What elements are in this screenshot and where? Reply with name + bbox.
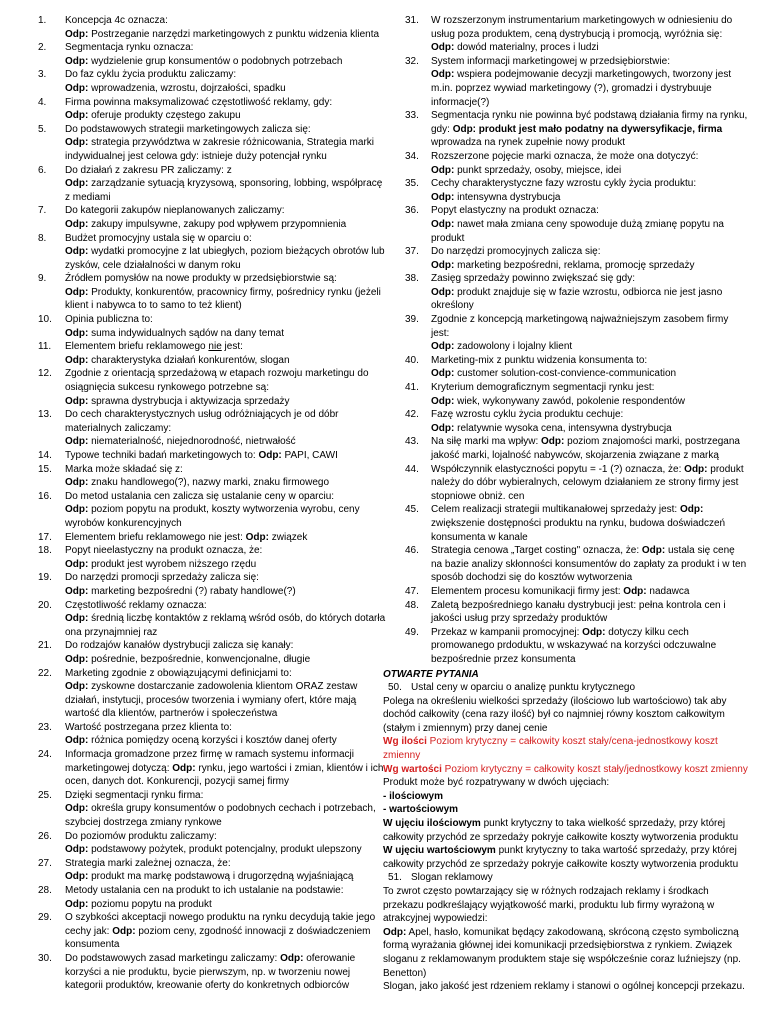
question-text: Zasięg sprzedaży powinno zwiększać się gdy: [431, 273, 635, 285]
question-50 [383, 681, 748, 695]
answer-paragraph: Produkt może być rozpatrywany w dwóch ujęciach: [383, 777, 610, 789]
question-text-underlined: nie [208, 341, 222, 353]
question-item [38, 639, 388, 666]
question-number: 29. [38, 912, 52, 924]
term: W ujęciu ilościowym [383, 818, 481, 830]
question-item [383, 544, 748, 585]
question-item [38, 367, 388, 408]
question-text: Do narzędzi promocji sprzedaży zalicza się: [65, 572, 259, 584]
answer-text: intensywna dystrybucja [457, 191, 561, 203]
answer-paragraph: Slogan, jako jakość jest rdzeniem reklamy i stanowi o ogólnej koncepcji przekazu. [383, 981, 745, 993]
question-text: Segmentacja rynku nie powinna być podstawą działania firmy na rynku, gdy: [431, 110, 748, 135]
answer-label: Odp: [623, 585, 647, 597]
answer-label: Odp: [65, 504, 89, 516]
question-text: Do działań z zakresu PR zaliczamy: z [65, 164, 232, 176]
answer-text: poziom popytu na produkt, koszty wytworzenia wyrobu, ceny wyrobów konkurencyjnych [65, 504, 360, 529]
question-item [383, 150, 748, 177]
answer-text: marketing bezpośredni (?) rabaty handlowe(?) [91, 585, 296, 597]
question-number: 45. [405, 504, 419, 516]
question-item [38, 463, 388, 490]
question-item [38, 667, 388, 721]
question-text: Elementem procesu komunikacji firmy jest: [431, 585, 624, 597]
answer-text: sprawna dystrybucja i aktywizacja sprzedaży [91, 395, 290, 407]
question-number: 20. [38, 599, 52, 611]
question-text: Metody ustalania cen na produkt to ich ustalanie na podstawie: [65, 885, 344, 896]
question-number: 41. [405, 382, 419, 394]
question-item [38, 272, 388, 313]
question-text: Źródłem pomysłów na nowe produkty w przedsiębiorstwie są: [65, 273, 337, 285]
right-questions [383, 14, 748, 667]
formula-quantity [383, 735, 748, 762]
answer-text: poziomu popytu na produkt [91, 898, 212, 910]
question-text: Kryterium demograficznym segmentacji rynku jest: [431, 382, 655, 394]
answer-text: średnią liczbę kontaktów z reklamą wśród osób, do których dotarła ona przynajmniej raz [65, 613, 386, 638]
answer-text: Postrzeganie narzędzi marketingowych z punktu widzenia klienta [91, 28, 380, 40]
question-text: W rozszerzonym instrumentarium marketingowych w odniesieniu do usług poza produktem, ceną dystrybucją i promocją, wyróżnia się: [431, 15, 733, 40]
question-item [38, 830, 388, 857]
question-text: Budżet promocyjny ustala się w oparciu o: [65, 232, 252, 244]
answer-text: produkt znajduje się w fazie wzrostu, odbiorca nie jest jasno określony [431, 286, 723, 312]
right-column [383, 14, 748, 994]
question-number: 5. [38, 123, 47, 135]
question-item [383, 585, 748, 599]
question-item [383, 354, 748, 381]
question-item [38, 313, 388, 340]
answer-label: Odp: [65, 286, 89, 298]
answer-label: Odp: [65, 137, 89, 149]
question-item [38, 123, 388, 164]
question-item [383, 626, 748, 667]
question-item [38, 748, 388, 789]
question-text: Ustal ceny w oparciu o analizę punktu krytycznego [411, 682, 636, 694]
answer-paragraph: To zwrot często powtarzający się w różnych rodzajach reklamy i środkach przekazu podkreślający wyjątkowość marki, produktu lub firmy wyrażoną w atrakcyjnej wypowiedzi: [383, 886, 715, 925]
answer-label: Odp: [65, 327, 89, 339]
question-number: 12. [38, 368, 52, 380]
answer-text: znaku handlowego(?), nazwy marki, znaku firmowego [91, 477, 329, 489]
question-text: Koncepcja 4c oznacza: [65, 15, 168, 26]
question-item [383, 204, 748, 245]
answer-text: wydzielenie grup konsumentów o podobnych potrzebach [91, 55, 343, 67]
question-text: Do poziomów produktu zaliczamy: [65, 830, 217, 842]
answer-text: zakupy impulsywne, zakupy pod wpływem przypomnienia [91, 218, 347, 230]
answer-text: związek [271, 531, 308, 543]
formula-label: Wg ilości [383, 736, 427, 748]
question-number: 44. [405, 463, 419, 475]
answer-label: Odp: [582, 626, 606, 638]
list-item: - wartościowym [383, 804, 459, 816]
answer-label: Odp: [65, 110, 89, 122]
question-number: 13. [38, 409, 52, 421]
question-text: Do podstawowych zasad marketingu zaliczamy: [65, 952, 281, 964]
answer-label: Odp: [431, 69, 455, 81]
answer-label: Odp: [65, 178, 89, 190]
question-text: Zgodnie z koncepcją marketingową najważniejszym zasobem firmy jest: [431, 314, 729, 339]
question-item [38, 340, 388, 367]
question-text: Do kategorii zakupów nieplanowanych zaliczamy: [65, 205, 285, 217]
answer-text: zarządzanie sytuacją kryzysową, sponsoring, lobbing, współpracę z mediami [65, 178, 383, 203]
question-text: Elementem briefu reklamowego nie jest: [65, 531, 246, 543]
answer-label: Odp: [65, 653, 89, 665]
question-text: Opinia publiczna to: [65, 314, 153, 326]
answer-text: pośrednie, bezpośrednie, konwencjonalne, długie [91, 653, 311, 665]
answer-text: marketing bezpośredni, reklama, promocję sprzedaży [457, 259, 695, 271]
answer-text: suma indywidualnych sądów na dany temat [91, 327, 284, 339]
question-number: 32. [405, 55, 419, 67]
question-item [38, 952, 388, 993]
question-number: 19. [38, 572, 52, 584]
question-text: Zgodnie z orientacją sprzedażową w etapach rozwoju marketingu do osiągnięcia sukcesu rynkowego potrzebne są: [65, 368, 369, 394]
answer-label: Odp: [431, 164, 455, 176]
answer-paragraph: Polega na określeniu wielkości sprzedaży (ilościowo lub wartościowo) tak aby dochód całkowity (cena razy ilość) był co najmniej równy kosztom całkowitym (stałym i zmiennym) przy danej cenie [383, 695, 727, 734]
question-text: Do cech charakterystycznych usług odróżniających je od dóbr materialnych zaliczamy: [65, 409, 339, 434]
answer-text: dowód materialny, proces i ludzi [457, 42, 599, 54]
question-text: System informacji marketingowej w przedsiębiorstwie: [431, 55, 670, 67]
question-text: Do podstawowych strategii marketingowych zalicza się: [65, 123, 311, 135]
question-number: 17. [38, 531, 52, 543]
answer-text: nawet mała zmiana ceny spowoduje dużą zmianę popytu na produkt [431, 218, 724, 244]
question-number: 18. [38, 545, 52, 557]
question-text: Zaletą bezpośredniego kanału dystrybucji jest: pełna kontrola cen i jakości usług przy sprzedaży produktów [431, 599, 726, 625]
question-number: 39. [405, 314, 419, 326]
answer-label: Odp: [431, 422, 455, 434]
answer-label: Odp: [245, 531, 269, 543]
question-item [38, 204, 388, 231]
answer-text: wprowadza na rynek zupełnie nowy produkt [431, 137, 625, 149]
question-item [38, 490, 388, 531]
answer-text: Produkty, konkurentów, pracownicy firmy, pośrednicy rynku (jeżeli klient i nabywca to to samo to też klient) [65, 286, 381, 312]
question-number: 35. [405, 178, 419, 190]
answer-label: Odp: [383, 926, 407, 938]
answer-text: produkt ma markę podstawową i drugorzędną wyjaśniającą [91, 871, 354, 883]
answer-label: Odp: [65, 55, 89, 67]
question-text: Fazę wzrostu cyklu życia produktu cechuje: [431, 409, 624, 421]
question-number: 16. [38, 490, 52, 502]
answer-label: Odp: [280, 952, 304, 964]
question-item [38, 68, 388, 95]
question-text: Popyt elastyczny na produkt oznacza: [431, 205, 599, 217]
left-column [38, 14, 388, 993]
question-number: 28. [38, 885, 52, 896]
answer-text: dotyczy kilku cech promowanego prdoduktu, w wskazywać na korzyści odczuwalne bezpośrednie przez konsumenta [431, 626, 717, 665]
answer-text: Apel, hasło, komunikat będący zakodowaną, skróconą często symboliczną formą wyrażania głównej idei komunikacji przedsiębiorstwa z rynkiem. Związek sloganu z reklamowanym produktem staje się współcześnie coraz luźniejszy (np. Benetton) [383, 926, 741, 979]
answer-label: Odp: [684, 463, 708, 475]
question-item [38, 164, 388, 205]
question-number: 10. [38, 314, 52, 326]
question-number: 2. [38, 42, 47, 54]
answer-text: wydatki promocyjne z lat ubiegłych, poziom bieżących obrotów lub zysków, cele działalności w danym roku [65, 246, 385, 271]
answer-label: Odp: [431, 191, 455, 203]
list-item: - ilościowym [383, 790, 444, 802]
question-number: 4. [38, 96, 47, 108]
question-item [38, 721, 388, 748]
answer-label: Odp: [65, 681, 89, 693]
question-item [383, 463, 748, 504]
question-item [383, 177, 748, 204]
question-item [383, 599, 748, 626]
question-text: Marketing-mix z punktu widzenia konsumenta to: [431, 354, 648, 366]
term: W ujęciu wartościowym [383, 845, 496, 857]
answer-paragraph [383, 817, 748, 844]
question-text: Segmentacja rynku oznacza: [65, 42, 194, 54]
answer-text: rynku, jego wartości i zmian, klientów i ich ocen, danych dot. Konkurencji, pozycji samej firmy [65, 762, 384, 788]
answer-label: Odp: [65, 613, 89, 625]
question-number: 27. [38, 857, 52, 869]
question-number: 51. [388, 872, 402, 884]
question-item [38, 96, 388, 123]
answer-text: określa grupy konsumentów o podobnych cechach i potrzebach, szybciej dostrzega zmiany rynkowe [65, 803, 376, 829]
question-text: Celem realizacji strategii multikanałowej sprzedaży jest: [431, 504, 680, 516]
question-number: 43. [405, 436, 419, 448]
question-text: Cechy charakterystyczne fazy wzrostu cykly życia produktu: [431, 178, 697, 190]
answer-text: zyskowne dostarczanie zadowolenia klientom ORAZ zestaw działań, instytucji, procesów tworzenia i wymiany ofert, które mają wartość dla klientów, partnerów i społeczeństwa [65, 681, 358, 720]
answer-text: różnica pomiędzy oceną korzyści i kosztów danej oferty [91, 735, 337, 747]
answer-label: Odp: [65, 898, 89, 910]
answer-label: Odp: [431, 395, 455, 407]
answer-text: strategia przywództwa w zakresie różnicowania, Strategia marki indywidualnej jest celowa gdy: istnieje duży potencjał rynku [65, 137, 374, 162]
answer-label: Odp: [431, 218, 455, 230]
open-questions-title: OTWARTE PYTANIA [383, 668, 479, 680]
question-number: 36. [405, 205, 419, 217]
question-item [38, 884, 388, 911]
question-item [38, 531, 388, 545]
question-number: 8. [38, 232, 47, 244]
question-text: Współczynnik elastyczności popytu = -1 (?) oznacza, że: [431, 463, 685, 475]
question-number: 24. [38, 749, 52, 761]
answer-text: relatywnie wysoka cena, intensywna dystrybucja [457, 422, 672, 434]
answer-paragraph [383, 926, 748, 980]
question-text: Częstotliwość reklamy oznacza: [65, 599, 207, 611]
question-text: Przekaz w kampanii promocyjnej: [431, 626, 583, 638]
answer-label: Odp: [431, 42, 455, 54]
question-number: 7. [38, 205, 47, 217]
question-text: Wartość postrzegana przez klienta to: [65, 721, 232, 733]
question-number: 37. [405, 246, 419, 258]
answer-label: Odp: [172, 762, 196, 774]
answer-label: Odp: [65, 871, 89, 883]
answer-text: wspiera podejmowanie decyzji marketingowych, tworzony jest m.in. poprzez wywiad marketingowy (?), gromadzi i dystrybuuje informacje(?) [431, 69, 732, 108]
answer-text: oferowanie korzyści a nie produktu, bycie pierwszym, np. w tworzeniu nowej kategorii produktów, kreowanie oferty do konkretnych odbiorców [65, 952, 356, 992]
formula-text: Poziom krytyczny = całkowity koszt stały/cena-jednostkowy koszt zmienny [383, 736, 718, 762]
question-text: Popyt nieelastyczny na produkt oznacza, że: [65, 545, 263, 557]
question-item [38, 571, 388, 598]
question-number: 1. [38, 15, 47, 26]
question-number: 31. [405, 15, 419, 26]
answer-text: produkt jest wyrobem niższego rzędu [91, 558, 257, 570]
answer-text: poziom ceny, zgodność innowacji z doświadczeniem konsumenta [65, 925, 371, 951]
answer-text: wiek, wykonywany zawód, pokolenie respondentów [457, 395, 686, 407]
question-text: Do metod ustalania cen zalicza się ustalanie ceny w oparciu: [65, 490, 335, 502]
answer-paragraph [383, 844, 748, 871]
question-item [383, 313, 748, 354]
question-number: 14. [38, 450, 52, 461]
question-text: Firma powinna maksymalizować częstotliwość reklamy, gdy: [65, 96, 333, 108]
question-item [38, 408, 388, 449]
answer-label: Odp: [65, 803, 89, 815]
answer-label: Odp: [431, 286, 455, 298]
question-number: 23. [38, 721, 52, 733]
answer-label: Odp: [65, 354, 89, 366]
answer-text: charakterystyka działań konkurentów, slogan [91, 354, 290, 366]
question-text: jest: [221, 341, 243, 353]
question-item [383, 435, 748, 462]
formula-value [383, 763, 748, 777]
question-item [383, 272, 748, 313]
question-text: O szybkości akceptacji nowego produktu na rynku decydują takie jego cechy jak: [65, 912, 376, 937]
answer-label: Odp: [65, 477, 89, 489]
answer-label: Odp: [65, 28, 89, 40]
question-item [383, 55, 748, 109]
question-text: Strategia cenowa „Target costing" oznacza, że: [431, 545, 642, 557]
question-text: Informacja gromadzone przez firmę w ramach systemu informacji marketingowej dotyczą: [65, 749, 354, 774]
answer-label: Odp: [65, 735, 89, 747]
answer-text: PAPI, CAWI [284, 450, 338, 461]
answer-label: Odp: [431, 368, 455, 380]
question-item [38, 14, 388, 41]
answer-text: ustala się cenę na bazie analizy skłonności konsumentów do zapłaty za produkt i w ten sposób dochodzi się do kosztów wytworzenia [431, 545, 747, 584]
formula-label: Wg wartości [383, 763, 442, 775]
question-text: Do narzędzi promocyjnych zalicza się: [431, 246, 601, 258]
question-item [38, 857, 388, 884]
answer-text: nadawca [649, 585, 690, 597]
question-item [38, 449, 388, 463]
question-number: 26. [38, 830, 52, 842]
answer-label: Odp: [112, 925, 136, 937]
answer-text: punkt sprzedaży, osoby, miejsce, idei [457, 164, 622, 176]
question-text: Strategia marki zależnej oznacza, że: [65, 857, 231, 869]
question-item [38, 544, 388, 571]
answer-label: Odp: [65, 558, 89, 570]
question-number: 50. [388, 682, 402, 694]
question-number: 9. [38, 273, 47, 285]
answer-label: Odp: [65, 395, 89, 407]
question-number: 46. [405, 545, 419, 557]
question-text: Slogan reklamowy [411, 872, 493, 884]
question-text: Do faz cyklu życia produktu zaliczamy: [65, 69, 237, 81]
question-item [383, 14, 748, 55]
question-item [383, 381, 748, 408]
question-number: 40. [405, 354, 419, 366]
question-text: Typowe techniki badań marketingowych to: [65, 450, 259, 461]
answer-label: Odp: [65, 436, 89, 448]
answer-text: podstawowy pożytek, produkt potencjalny, produkt ulepszony [91, 844, 362, 856]
question-number: 3. [38, 69, 47, 81]
question-number: 6. [38, 164, 47, 176]
answer-label: Odp: [65, 82, 89, 94]
answer-label: Odp: [65, 246, 89, 258]
question-text: Elementem briefu reklamowego [65, 341, 209, 353]
answer-label: Odp: [452, 123, 477, 135]
question-item [38, 911, 388, 952]
answer-label: Odp: [679, 504, 704, 516]
question-item [383, 408, 748, 435]
answer-text: poziom znajomości marki, postrzegana jakość marki, lojalność nabywców, skojarzenia związane z marką [431, 436, 740, 461]
question-item [38, 41, 388, 68]
answer-text: customer solution-cost-convience-communication [457, 368, 677, 380]
question-number: 34. [405, 150, 419, 162]
question-text: Dzięki segmentacji rynku firma: [65, 789, 204, 801]
answer-text: zwiększenie dostępności produktu na rynku, budowa doświadczeń konsumenta w kanale [431, 517, 726, 543]
question-number: 25. [38, 789, 52, 801]
question-number: 49. [405, 626, 419, 638]
question-number: 15. [38, 463, 52, 475]
answer-text: wprowadzenia, wzrostu, dojrzałości, spadku [91, 82, 286, 94]
question-item [38, 232, 388, 273]
answer-label: Odp: [258, 450, 282, 461]
answer-label: Odp: [431, 259, 455, 271]
question-51 [383, 871, 748, 885]
answer-text: produkt należy do dóbr wybieralnych, celowym działaniem ze strony firmy jest stopniowe obniż. cen [431, 463, 744, 502]
question-item [383, 245, 748, 272]
answer-text: niematerialność, niejednorodność, nietrwałość [91, 436, 296, 448]
question-number: 47. [405, 585, 419, 597]
question-number: 33. [405, 110, 419, 122]
question-number: 38. [405, 273, 419, 285]
question-item [383, 109, 748, 150]
answer-label: Odp: [541, 436, 565, 448]
answer-label: Odp: [641, 545, 666, 557]
definition: punkt krytyczny to taka wielkość sprzedaży, przy której całkowity przychód ze sprzedaży pokryje całkowite koszty wytworzenia produktu [383, 818, 739, 843]
question-number: 22. [38, 667, 52, 679]
answer-text: produkt jest mało podatny na dywersyfikacje, firma [478, 123, 723, 135]
answer-label: Odp: [65, 218, 89, 230]
answer-label: Odp: [431, 341, 455, 353]
question-number: 48. [405, 599, 419, 611]
question-text: Marka może składać się z: [65, 463, 183, 475]
answer-text: oferuje produkty częstego zakupu [91, 110, 241, 122]
question-text: Na siłę marki ma wpływ: [431, 436, 542, 448]
answer-label: Odp: [65, 844, 89, 856]
question-number: 42. [405, 409, 419, 421]
question-item [38, 599, 388, 640]
question-text: Rozszerzone pojęcie marki oznacza, że może ona dotyczyć: [431, 150, 699, 162]
answer-text: zadowolony i lojalny klient [457, 341, 573, 353]
question-number: 30. [38, 952, 52, 964]
question-text: Do rodzajów kanałów dystrybucji zalicza się kanały: [65, 640, 294, 652]
definition: punkt krytyczny to taka wartość sprzedaży, przy której całkowity przychód ze sprzedaży pokryje całkowite koszty wytworzenia produktu [383, 845, 739, 870]
question-item [383, 503, 748, 544]
answer-label: Odp: [65, 585, 89, 597]
question-number: 21. [38, 640, 52, 652]
question-item [38, 789, 388, 830]
question-number: 11. [38, 341, 52, 353]
question-text: Marketing zgodnie z obowiązującymi definicjami to: [65, 667, 292, 679]
formula-text: Poziom krytyczny = całkowity koszt stały/jednostkowy koszt zmienny [441, 763, 748, 775]
